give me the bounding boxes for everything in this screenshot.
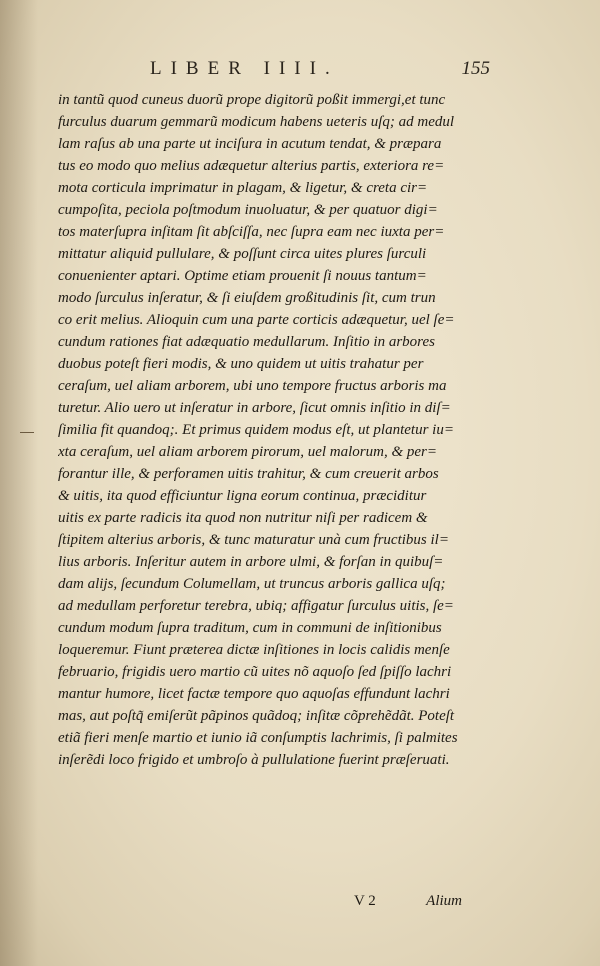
text-line: mantur humore, licet factæ tempore quo aquoſas effundunt lachri — [58, 686, 450, 702]
text-line: ad medullam perforetur terebra, ubiq; affigatur ſurculus uitis, ſe= — [58, 598, 454, 614]
gutter-shadow — [0, 0, 38, 966]
text-line: etiã fieri menſe martio et iunio iã conſumptis lachrimis, ſi palmites — [58, 730, 458, 746]
text-line: cumpoſita, peciola poſtmodum inuoluatur, & per quatuor digi= — [58, 202, 438, 218]
text-line: cundum rationes fiat adæquatio medullarum. Inſitio in arbores — [58, 334, 435, 350]
text-line: modo ſurculus inſeratur, & ſi eiuſdem großitudinis ſit, cum trun — [58, 290, 436, 306]
text-line: & uitis, ita quod efficiuntur ligna eorum continua, præciditur — [58, 488, 427, 504]
text-line: dam alijs, ſecundum Columellam, ut truncus arboris gallica uſq; — [58, 576, 446, 592]
text-line: lam raſus ab una parte ut inciſura in acutum tendat, & præpara — [58, 136, 442, 152]
page-footer — [58, 893, 462, 915]
text-line: loqueremur. Fiunt præterea dictæ inſitiones in locis calidis menſe — [58, 642, 450, 658]
text-line: duobus poteſt fieri modis, & uno quidem ut uitis trahatur per — [58, 356, 424, 372]
signature-mark: V 2 — [354, 893, 376, 909]
margin-mark — [20, 432, 34, 433]
text-line: mas, aut poſtq̃ emiſerũt pãpinos quãdoq; inſitæ cõprehẽdãt. Poteſt — [58, 708, 455, 724]
text-line: inſerẽdi loco frigido et umbroſo à pullulatione fuerint præſeruati. — [58, 752, 450, 768]
text-line: forantur ille, & perforamen uitis trahitur, & cum creuerit arbos — [58, 466, 439, 482]
text-line: conuenienter aptari. Optime etiam prouenit ſi nouus tantum= — [58, 268, 427, 284]
page-number: 155 — [461, 58, 490, 79]
text-line: mittatur aliquid pullulare, & poſſunt circa uites plures ſurculi — [58, 246, 427, 262]
text-line: ſimilia fit quandoq;. Et primus quidem modus eſt, ut plantetur iu= — [58, 422, 454, 438]
page-header — [150, 58, 490, 82]
text-line: ſtipitem alterius arboris, & tunc maturatur unà cum fructibus il= — [58, 532, 449, 548]
text-line: uitis ex parte radicis ita quod non nutritur niſi per radicem & — [58, 510, 428, 526]
catchword: Alium — [426, 893, 462, 909]
text-line: tos materſupra inſitam ſit abſciſſa, nec ſupra eam nec iuxta per= — [58, 224, 445, 240]
text-line: februario, frigidis uero martio cũ uites nõ aquoſo ſed ſpiſſo lachri — [58, 664, 452, 680]
text-line: co erit melius. Alioquin cum una parte corticis adæquetur, uel ſe= — [58, 312, 455, 328]
text-line: xta ceraſum, uel aliam arborem pirorum, uel malorum, & per= — [58, 444, 437, 460]
text-line: tus eo modo quo melius adæquetur alterius partis, exteriora re= — [58, 158, 445, 174]
text-line: mota corticula imprimatur in plagam, & ligetur, & creta cir= — [58, 180, 428, 196]
text-line: ceraſum, uel aliam arborem, ubi uno tempore fructus arboris ma — [58, 378, 447, 394]
text-line: cundum modum ſupra traditum, cum in communi de inſitionibus — [58, 620, 442, 636]
text-line: lius arboris. Inſeritur autem in arbore ulmi, & forſan in quibuſ= — [58, 554, 444, 570]
text-line: furculus duarum gemmarũ modicum habens ueteris uſq; ad medul — [58, 114, 455, 130]
text-line: in tantũ quod cuneus duorũ prope digitorũ poßit immergi,et tunc — [58, 92, 446, 108]
body-text — [58, 89, 462, 771]
text-line: turetur. Alio uero ut inſeratur in arbore, ſicut omnis inſitio in diſ= — [58, 400, 451, 416]
running-head: LIBER IIII. — [150, 58, 339, 79]
